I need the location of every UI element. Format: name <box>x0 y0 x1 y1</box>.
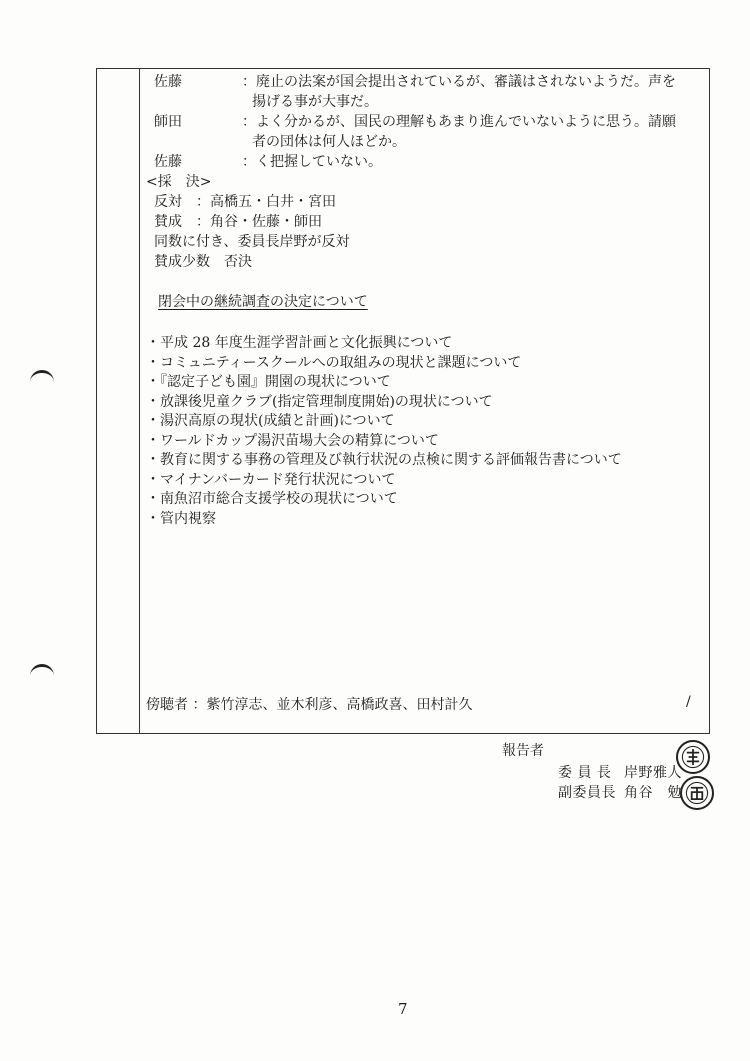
observers-line: 傍聴者 ：紫竹淳志、並木利彦、高橋政喜、田村計久 <box>146 697 473 713</box>
vote-against: 反対 ：高橋五・白井・宮田 <box>154 194 336 210</box>
dialogue-entry <box>146 112 706 152</box>
reporter-label: 報告者 <box>502 743 544 759</box>
dialogue-entry <box>146 72 706 112</box>
speech-line: ：よく分かるが、国民の理解もあまり進んでいないように思う。請願 <box>242 114 676 130</box>
signature-vice-chair <box>558 782 682 802</box>
table-column-divider <box>139 69 140 733</box>
seal-icon <box>682 778 712 808</box>
list-item: ・『認定子ども園』開園の現状について <box>146 374 391 390</box>
seal-stamp-vice-chair <box>680 776 714 810</box>
tick-mark: / <box>686 694 691 710</box>
list-item: ・管内視察 <box>146 510 216 527</box>
seal-icon <box>678 742 708 772</box>
list-item: ・マイナンバーカード発行状況について <box>146 471 396 488</box>
list-item: ・ワールドカップ湯沢苗場大会の精算について <box>146 432 439 449</box>
signature-chair <box>558 762 682 782</box>
signature-role: 副委員長 <box>558 785 616 801</box>
vote-tie-note: 同数に付き、委員長岸野が反対 <box>154 234 350 250</box>
punch-hole-top <box>30 370 54 385</box>
seal-stamp-chair <box>676 740 710 774</box>
speech-line: 揚げる事が大事だ。 <box>252 94 378 110</box>
section-title: 閉会中の継続調査の決定について <box>158 294 368 310</box>
speech-line: ：く把握していない。 <box>242 154 382 170</box>
list-item: ・教育に関する事務の管理及び執行状況の点検に関する評価報告書について <box>146 452 622 468</box>
signature-name: 角谷 勉 <box>624 785 682 801</box>
dialogue-entry <box>146 152 706 172</box>
vote-result: 賛成少数 否決 <box>154 254 252 270</box>
speaker-name: 師田 <box>154 114 182 130</box>
speaker-name: 佐藤 <box>154 74 182 90</box>
minutes-body <box>146 72 706 529</box>
punch-hole-bottom <box>30 664 54 679</box>
page-number: 7 <box>398 1000 408 1018</box>
signature-role: 委 員 長 <box>558 765 612 781</box>
speaker-name: 佐藤 <box>154 154 182 170</box>
list-item: ・湯沢高原の現状(成績と計画)について <box>146 413 395 429</box>
speech-line: 者の団体は何人ほどか。 <box>252 134 406 150</box>
vote-heading: <採 決> <box>146 174 212 190</box>
list-item: ・コミュニティースクールへの取組みの現状と課題について <box>146 354 522 371</box>
list-item: ・平成 28 年度生涯学習計画と文化振興について <box>146 335 453 351</box>
signature-name: 岸野雅人 <box>624 765 682 781</box>
speech-text <box>242 152 706 172</box>
speech-line: ：廃止の法案が国会提出されているが、審議はされないようだ。声を <box>242 74 676 90</box>
speech-text <box>242 112 706 152</box>
speech-text <box>242 72 706 112</box>
vote-for: 賛成 ：角谷・佐藤・師田 <box>154 214 322 230</box>
investigation-items <box>146 334 706 529</box>
list-item: ・南魚沼市総合支援学校の現状について <box>146 491 398 507</box>
list-item: ・放課後児童クラブ(指定管理制度開始)の現状について <box>146 393 493 410</box>
